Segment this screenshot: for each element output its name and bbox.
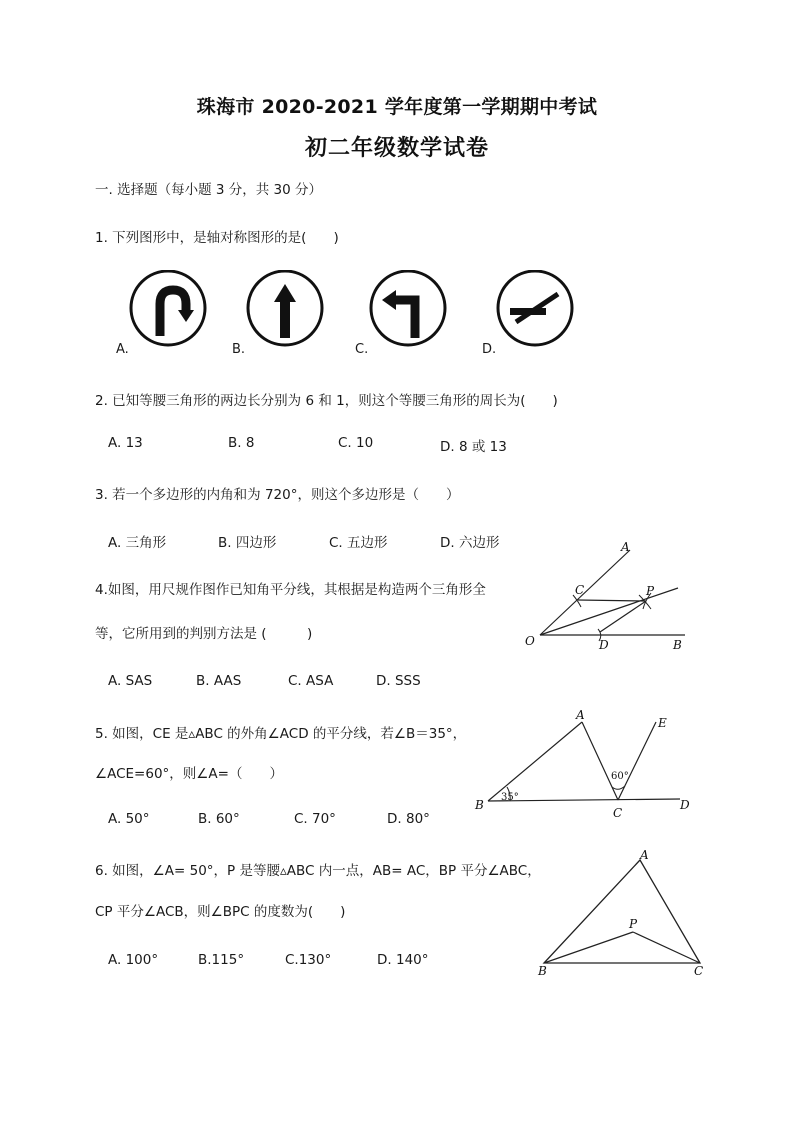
question-1-option-c[interactable]: C. [355,342,369,357]
straight-arrow-icon [248,271,322,345]
question-4-figure [515,535,705,660]
question-1-stem: 1. 下列图形中，是轴对称图形的是( ) [95,230,339,246]
q5-label-a: A [576,708,585,722]
q4-label-p: P [646,584,655,598]
question-6-figure [530,845,715,980]
question-6-option-c[interactable]: C.130° [285,952,332,968]
question-4-stem-line2: 等，它所用到的判别方法是 ( ) [95,626,313,642]
question-6-option-a[interactable]: A. 100° [108,952,159,968]
q5-angle-c-label: 60° [611,771,629,782]
section-heading: 一. 选择题（每小题 3 分，共 30 分） [95,182,323,198]
q6-label-c: C [694,964,704,978]
question-6-option-d[interactable]: D. 140° [377,952,429,968]
q5-label-c: C [613,806,623,820]
q4-label-o: O [525,634,535,648]
no-entry-icon [498,271,572,345]
question-5-stem: 5. 如图，CE 是▵ABC 的外角∠ACD 的平分线，若∠B＝35°， [95,726,467,742]
question-4-option-c[interactable]: C. ASA [288,673,334,689]
question-4-option-a[interactable]: A. SAS [108,673,153,689]
question-6-stem-line2: CP 平分∠ACB，则∠BPC 的度数为( ) [95,904,346,920]
q5-label-b: B [475,798,484,812]
question-5-option-c[interactable]: C. 70° [294,811,336,827]
question-4-option-b[interactable]: B. AAS [196,673,242,689]
q5-angle-b-label: 35° [501,792,519,803]
question-6-option-b[interactable]: B.115° [198,952,245,968]
question-1-option-b[interactable]: B. [232,342,246,357]
question-5-option-b[interactable]: B. 60° [198,811,240,827]
q6-label-p: P [629,917,638,931]
q5-label-d: D [680,798,690,812]
question-1-option-d[interactable]: D. [482,342,497,357]
question-3-option-d[interactable]: D. 六边形 [440,535,500,551]
question-6-stem: 6. 如图，∠A= 50°，P 是等腰▵ABC 内一点，AB= AC，BP 平分∠ABC， [95,863,541,879]
question-1-option-a[interactable]: A. [116,342,129,357]
question-4-stem: 4.如图，用尺规作图作已知角平分线，其根据是构造两个三角形全 [95,582,486,598]
left-turn-icon [371,271,445,345]
exam-title: 珠海市 2020-2021 学年度第一学期期中考试 [196,96,598,118]
question-3-option-c[interactable]: C. 五边形 [329,535,388,551]
question-2-option-c[interactable]: C. 10 [338,435,374,451]
question-2-stem: 2. 已知等腰三角形的两边长分别为 6 和 1，则这个等腰三角形的周长为( ) [95,393,558,409]
question-5-figure [470,705,700,825]
question-2-option-a[interactable]: A. 13 [108,435,143,451]
question-3-option-a[interactable]: A. 三角形 [108,535,167,551]
question-3-option-b[interactable]: B. 四边形 [218,535,277,551]
question-2-option-b[interactable]: B. 8 [228,435,255,451]
q4-label-a: A [621,540,630,554]
question-4-option-d[interactable]: D. SSS [376,673,421,689]
question-5-stem-line2: ∠ACE=60°，则∠A=（ ） [95,766,283,782]
question-5-option-a[interactable]: A. 50° [108,811,150,827]
q4-label-d: D [599,638,609,652]
q6-label-a: A [640,848,649,862]
exam-subtitle: 初二年级数学试卷 [304,135,489,161]
q4-label-c: C [575,583,585,597]
question-2-option-d[interactable]: D. 8 或 13 [440,439,507,455]
q4-label-b: B [673,638,682,652]
question-5-option-d[interactable]: D. 80° [387,811,430,827]
question-3-stem: 3. 若一个多边形的内角和为 720°，则这个多边形是（ ） [95,487,460,503]
q5-label-e: E [658,716,667,730]
u-turn-icon [131,271,205,345]
q6-label-b: B [538,964,547,978]
question-1-figures [110,270,590,360]
